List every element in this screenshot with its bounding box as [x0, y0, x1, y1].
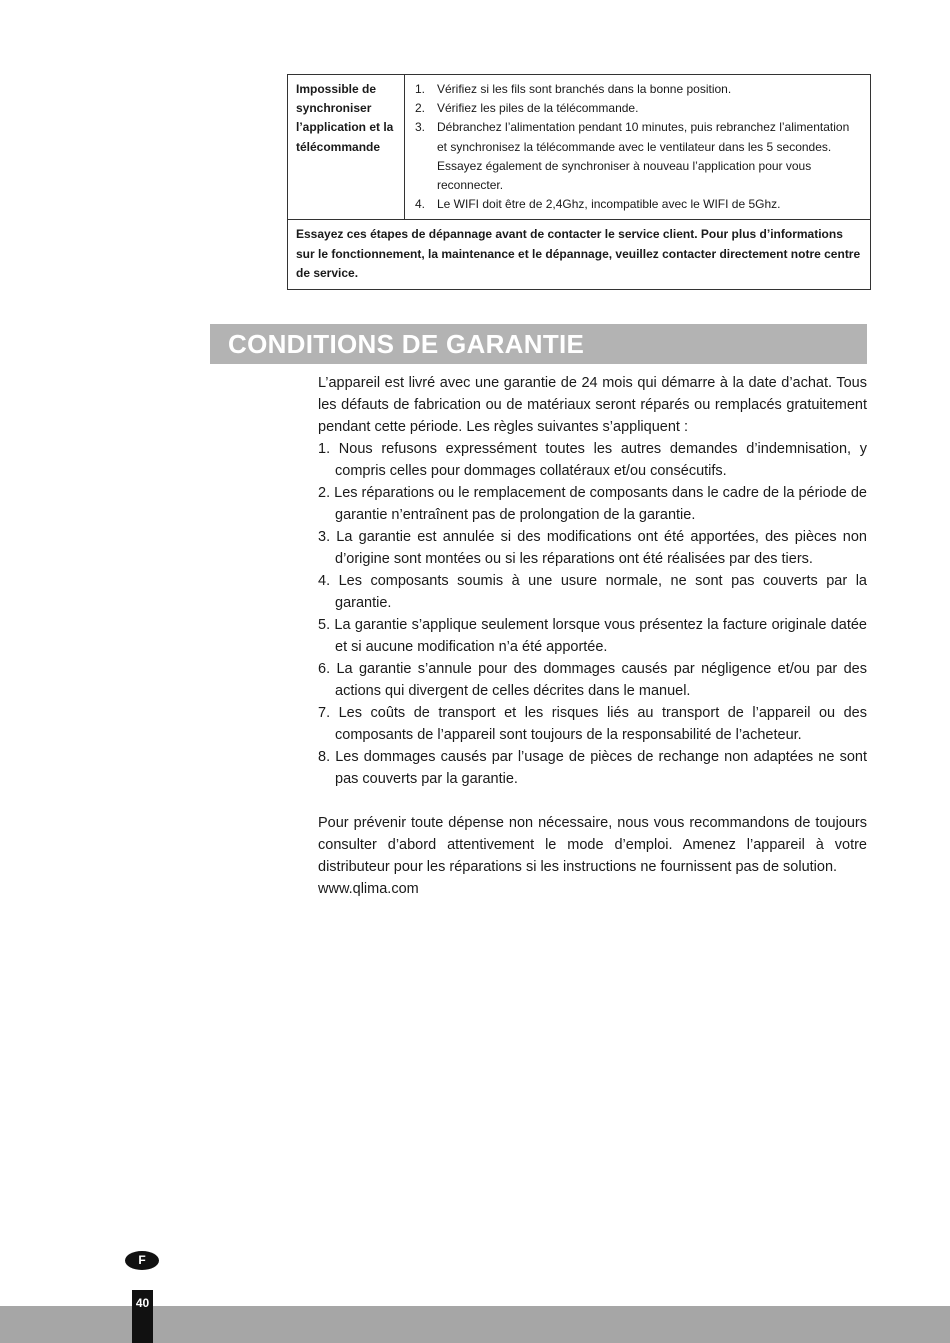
- table-row: [288, 75, 871, 220]
- step-item: [415, 118, 862, 195]
- page-number: 40: [132, 1290, 153, 1343]
- step-number: 1.: [415, 82, 426, 96]
- step-item: [415, 99, 862, 118]
- section-title: CONDITIONS DE GARANTIE: [210, 324, 867, 364]
- step-number: 4.: [415, 197, 426, 212]
- warranty-rules: [318, 438, 867, 790]
- step-text: Vérifiez si les fils sont branchés dans la bonne position.: [437, 82, 732, 96]
- step-text: Vérifiez les piles de la télécommande.: [437, 101, 639, 116]
- step-text: Le WIFI doit être de 2,4Ghz, incompatible avec le WIFI de 5Ghz.: [437, 197, 781, 212]
- warranty-body: [318, 372, 867, 900]
- warranty-closing: Pour prévenir toute dépense non nécessaire, nous vous recommandons de toujours consulter d’abord attentivement le mode d’emploi. Amenez l’appareil à votre distributeur pour les réparations si les instructions ne fournissent pas de solution.: [318, 815, 867, 875]
- warranty-intro: L’appareil est livré avec une garantie de 24 mois qui démarre à la date d’achat. Tous les défauts de fabrication ou de matériaux seront réparés ou remplacés gratuitement pendant cette période. Les règles suivantes s’appliquent :: [318, 375, 867, 435]
- step-item: [415, 80, 862, 99]
- step-text: Débranchez l’alimentation pendant 10 minutes, puis rebranchez l’alimentation et synchronisez la télécommande avec le ventilateur dans les 5 secondes. Essayez également de synchroniser à nouveau l’application pour vous reconnecter.: [437, 120, 850, 193]
- steps-list: [415, 80, 862, 214]
- list-item: 4. Les composants soumis à une usure normale, ne sont pas couverts par la garantie.: [318, 573, 867, 611]
- table-row: [288, 220, 871, 290]
- steps-cell: [405, 75, 871, 220]
- step-number: 3.: [415, 120, 426, 135]
- list-item: 2. Les réparations ou le remplacement de composants dans le cadre de la période de garantie n’entraînent pas de prolongation de la garantie.: [318, 485, 867, 523]
- list-item: 3. La garantie est annulée si des modifications ont été apportées, des pièces non d’origine sont montées ou si les réparations ont été réalisées par des tiers.: [318, 529, 867, 567]
- step-number: 2.: [415, 101, 426, 116]
- website-link[interactable]: www.qlima.com: [318, 881, 419, 897]
- language-badge: F: [125, 1251, 159, 1270]
- problem-cell: Impossible de synchroniser l’application et la télécommande: [288, 75, 405, 220]
- list-item: 6. La garantie s’annule pour des dommages causés par négligence et/ou par des actions qui divergent de celles décrites dans le manuel.: [318, 661, 867, 699]
- list-item: 5. La garantie s’applique seulement lorsque vous présentez la facture originale datée et si aucune modification n’a été apportée.: [318, 617, 867, 655]
- troubleshooting-note: Essayez ces étapes de dépannage avant de contacter le service client. Pour plus d’informations sur le fonctionnement, la maintenance et le dépannage, veuillez contacter directement notre centre de service.: [288, 220, 871, 290]
- list-item: 7. Les coûts de transport et les risques liés au transport de l’appareil ou des composants de l’appareil sont toujours de la responsabilité de l’acheteur.: [318, 705, 867, 743]
- step-item: [415, 195, 862, 214]
- troubleshooting-table: [287, 74, 871, 290]
- list-item: 8. Les dommages causés par l’usage de pièces de rechange non adaptées ne sont pas couverts par la garantie.: [318, 749, 867, 787]
- list-item: 1. Nous refusons expressément toutes les autres demandes d’indemnisation, y compris celles pour dommages collatéraux et/ou consécutifs.: [318, 441, 867, 479]
